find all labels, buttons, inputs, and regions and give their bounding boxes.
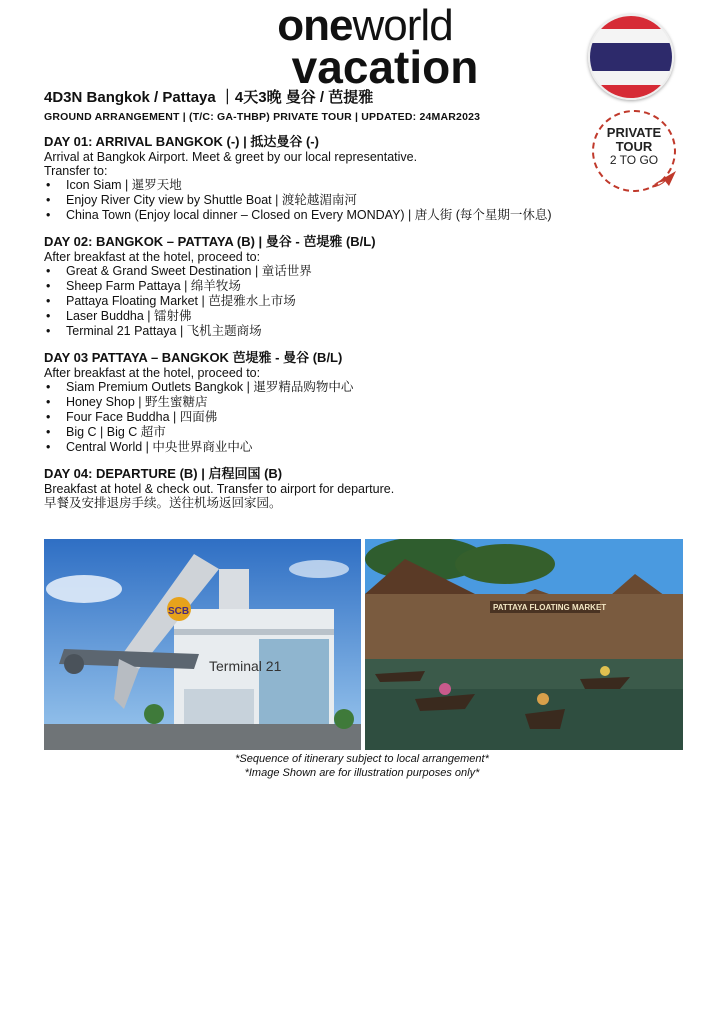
day-list xyxy=(44,178,604,223)
photo-strip xyxy=(44,539,683,750)
day-list xyxy=(44,380,604,455)
day-heading: DAY 03 PATTAYA – BANGKOK 芭堤雅 - 曼谷 (B/L) xyxy=(44,350,343,365)
title-en: 4D3N Bangkok / Pattaya xyxy=(44,89,216,106)
badge-tour: TOUR xyxy=(615,139,653,154)
caption-line: *Sequence of itinerary subject to local arrangement* xyxy=(235,753,489,765)
list-item: • Enjoy River City view by Shuttle Boat | 渡轮越湄南河 xyxy=(66,193,604,208)
badge-2togo: 2 TO GO xyxy=(609,153,659,167)
logo-one: one xyxy=(277,1,353,50)
logo-world: world xyxy=(352,1,453,50)
plane-icon xyxy=(652,168,678,188)
list-item: • Pattaya Floating Market | 芭提雅水上市场 xyxy=(66,294,604,309)
list-item: • Big C | Big C 超市 xyxy=(66,425,604,440)
floating-market-sign: PATTAYA FLOATING MARKET xyxy=(493,603,607,612)
page-subtitle: GROUND ARRANGEMENT | (T/C: GA-THBP) PRIVATE TOUR | UPDATED: 24MAR2023 xyxy=(44,111,481,123)
day-intro: Transfer to: xyxy=(44,164,108,178)
list-item: • China Town (Enjoy local dinner – Closed on Every MONDAY) | 唐人街 (每个星期一休息) xyxy=(66,208,604,223)
list-item: • Central World | 中央世界商业中心 xyxy=(66,440,604,455)
list-item: • Terminal 21 Pattaya | 飞机主题商场 xyxy=(66,324,604,339)
list-item: • Icon Siam | 暹罗天地 xyxy=(66,178,604,193)
scb-sign: SCB xyxy=(168,606,190,617)
logo-vacation: vacation xyxy=(291,41,479,93)
floating-market-photo xyxy=(365,539,683,750)
day-heading: DAY 01: ARRIVAL BANGKOK (-) | 抵达曼谷 (-) xyxy=(44,134,319,149)
captions xyxy=(0,752,724,780)
list-item: • Four Face Buddha | 四面佛 xyxy=(66,410,604,425)
list-item: • Honey Shop | 野生蜜糖店 xyxy=(66,395,604,410)
day-intro: 早餐及安排退房手续。送往机场返回家园。 xyxy=(44,496,282,510)
day-list xyxy=(44,264,604,339)
day-03 xyxy=(44,350,604,455)
terminal21-photo xyxy=(44,539,361,750)
brand-logo xyxy=(220,1,510,93)
day-intro: After breakfast at the hotel, proceed to: xyxy=(44,366,261,380)
day-heading: DAY 02: BANGKOK – PATTAYA (B) | 曼谷 - 芭堤雅 (B/L) xyxy=(44,234,376,249)
private-tour-badge xyxy=(592,110,676,192)
list-item: • Laser Buddha | 镭射佛 xyxy=(66,309,604,324)
caption-line: *Image Shown are for illustration purposes only* xyxy=(244,767,480,779)
itinerary-content xyxy=(44,86,604,510)
day-04 xyxy=(44,466,604,510)
day-intro: After breakfast at the hotel, proceed to: xyxy=(44,250,261,264)
list-item: • Great & Grand Sweet Destination | 童话世界 xyxy=(66,264,604,279)
list-item: • Siam Premium Outlets Bangkok | 暹罗精品购物中心 xyxy=(66,380,604,395)
title-cn: ｜4天3晚 曼谷 / 芭提雅 xyxy=(219,89,374,106)
day-heading: DAY 04: DEPARTURE (B) | 启程回国 (B) xyxy=(44,466,283,481)
day-02 xyxy=(44,234,604,339)
list-item: • Sheep Farm Pattaya | 绵羊牧场 xyxy=(66,279,604,294)
badge-private: PRIVATE xyxy=(606,125,662,140)
day-intro: Arrival at Bangkok Airport. Meet & greet by our local representative. xyxy=(44,150,418,164)
page-title xyxy=(44,86,604,107)
day-01 xyxy=(44,134,604,223)
terminal21-sign: Terminal 21 xyxy=(209,658,282,674)
day-intro: Breakfast at hotel & check out. Transfer to airport for departure. xyxy=(44,482,395,496)
